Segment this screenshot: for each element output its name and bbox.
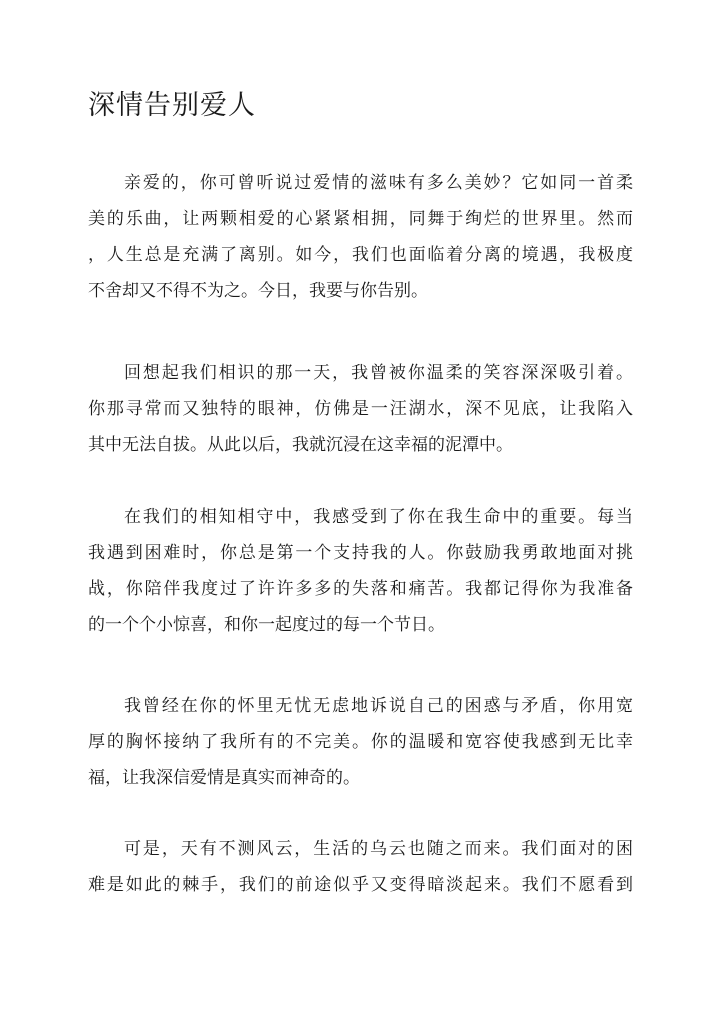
paragraph-3 [88, 499, 633, 643]
paragraph-line: 难是如此的棘手，我们的前途似乎又变得暗淡起来。我们不愿看到 [88, 875, 633, 895]
paragraph-line: 回想起我们相识的那一天，我曾被你温柔的笑容深深吸引着。 [124, 363, 633, 383]
paragraph-2 [88, 355, 633, 463]
document-title: 深情告别爱人 [88, 90, 256, 121]
paragraph-line: 我曾经在你的怀里无忧无虑地诉说自己的困惑与矛盾，你用宽 [124, 696, 633, 716]
paragraph-line: 在我们的相知相守中，我感受到了你在我生命中的重要。每当 [124, 507, 633, 527]
paragraph-5 [88, 831, 633, 903]
paragraph-1 [88, 165, 633, 309]
paragraph-line: 其中无法自拔。从此以后，我就沉浸在这幸福的泥潭中。 [88, 435, 513, 455]
paragraph-line: 福，让我深信爱情是真实而神奇的。 [88, 768, 360, 788]
paragraph-line: 亲爱的，你可曾听说过爱情的滋味有多么美妙？它如同一首柔 [124, 173, 633, 193]
paragraph-line: ，人生总是充满了离别。如今，我们也面临着分离的境遇，我极度 [88, 245, 633, 265]
paragraph-line: 你那寻常而又独特的眼神，仿佛是一汪湖水，深不见底，让我陷入 [88, 399, 633, 419]
paragraph-line: 的一个个小惊喜，和你一起度过的每一个节日。 [88, 615, 445, 635]
paragraph-line: 美的乐曲，让两颗相爱的心紧紧相拥，同舞于绚烂的世界里。然而 [88, 209, 633, 229]
paragraph-line: 战，你陪伴我度过了许许多多的失落和痛苦。我都记得你为我准备 [88, 579, 633, 599]
paragraph-line: 不舍却又不得不为之。今日，我要与你告别。 [88, 281, 428, 301]
document-page [88, 0, 633, 1017]
paragraph-4 [88, 688, 633, 796]
paragraph-line: 厚的胸怀接纳了我所有的不完美。你的温暖和宽容使我感到无比幸 [88, 732, 633, 752]
paragraph-line: 可是，天有不测风云，生活的乌云也随之而来。我们面对的困 [124, 839, 633, 859]
paragraph-line: 我遇到困难时，你总是第一个支持我的人。你鼓励我勇敢地面对挑 [88, 543, 633, 563]
